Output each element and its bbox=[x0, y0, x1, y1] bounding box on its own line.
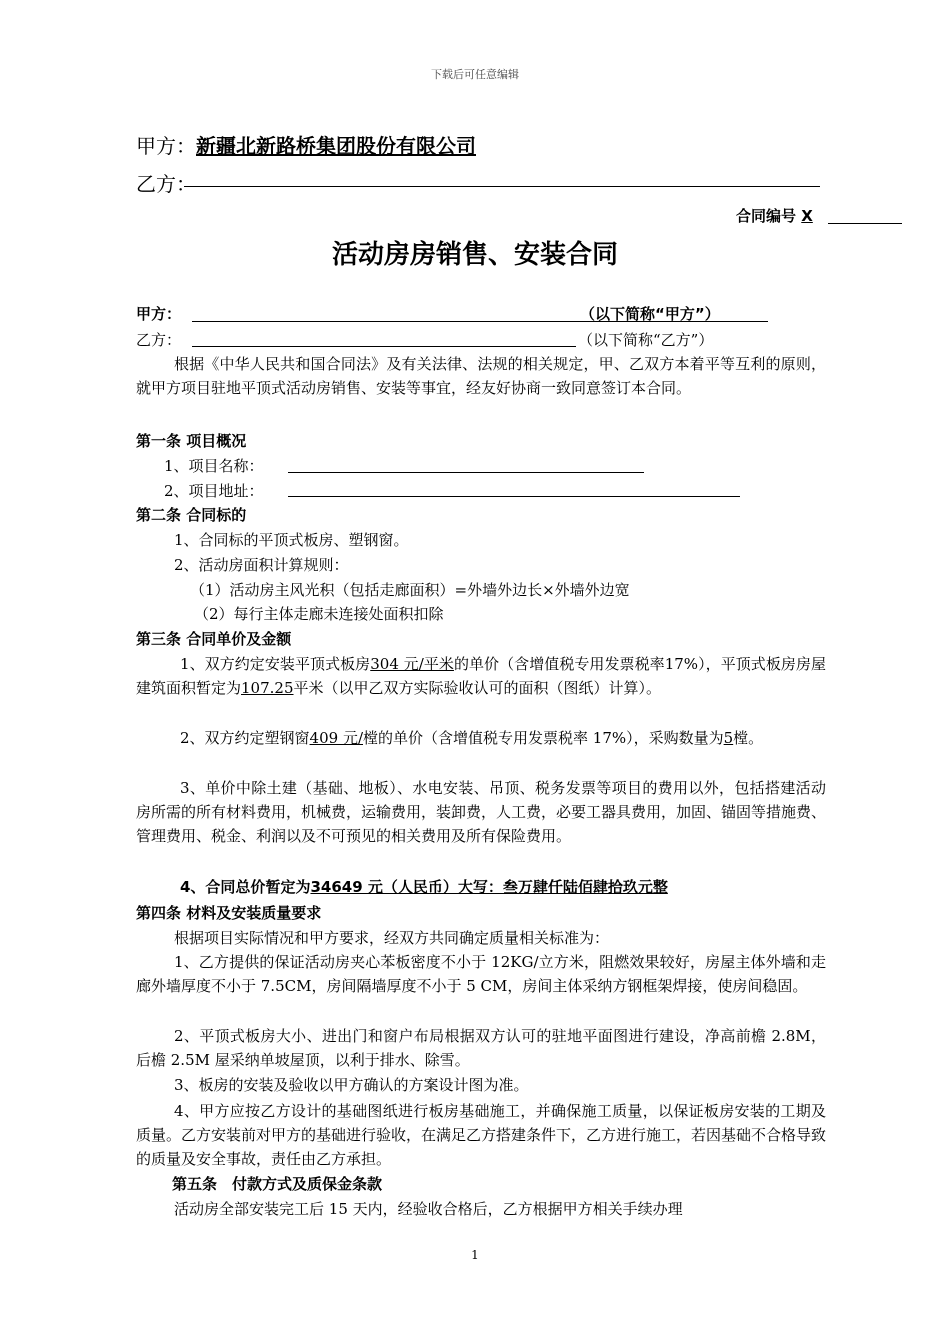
total-price-label: 4、合同总价暂定为 bbox=[180, 878, 311, 896]
project-address-blank[interactable] bbox=[288, 496, 740, 497]
article-2-sub-2: （2）每行主体走廊未连接处面积扣除 bbox=[194, 605, 444, 623]
window-quantity: 5 bbox=[723, 729, 734, 747]
page-header-note: 下载后可任意编辑 bbox=[431, 68, 519, 81]
article-4-para-3: 3、板房的安装及验收以甲方确认的方案设计图为准。 bbox=[174, 1076, 529, 1094]
board-house-unit-price: 304 元/平米 bbox=[370, 655, 454, 673]
article-2-item-1: 1、合同标的平顶式板房、塑钢窗。 bbox=[174, 531, 409, 549]
article-2-item-2: 2、活动房面积计算规则： bbox=[174, 556, 349, 574]
article-3-para-2-b: 樘的单价（含增值税专用发票税率 17%），采购数量为 bbox=[363, 729, 724, 747]
window-unit-price: 409 元/ bbox=[309, 729, 363, 747]
board-house-area: 107.25 bbox=[241, 679, 294, 697]
intro-paragraph: 根据《中华人民共和国合同法》及有关法律、法规的相关规定，甲、乙双方本着平等互利的原则，就甲方项目驻地平顶式活动房销售、安装等事宜，经友好协商一致同意签订本合同。 bbox=[136, 355, 826, 397]
contract-number-value: X bbox=[801, 207, 813, 225]
document-title: 活动房房销售、安装合同 bbox=[331, 240, 618, 270]
article-4-heading: 第四条 材料及安装质量要求 bbox=[136, 904, 322, 922]
article-3-para-1-a: 1、双方约定安装平顶式板房 bbox=[180, 655, 371, 673]
contract-number-blank[interactable] bbox=[828, 223, 902, 224]
article-4-para-2: 2、平顶式板房大小、进出门和窗户布局根据双方认可的驻地平面图进行建设，净高前檐 2.8M，后檐 2.5M 屋采纳单坡屋顶，以利于排水、除雪。 bbox=[136, 1027, 826, 1069]
article-3-para-4 bbox=[180, 876, 668, 897]
project-name-label: 1、项目名称： bbox=[164, 457, 264, 475]
article-3-para-2 bbox=[136, 726, 826, 750]
party-a-note: （以下简称“甲方”） bbox=[580, 305, 720, 323]
article-4-para-4: 4、甲方应按乙方设计的基础图纸进行板房基础施工，并确保施工质量，以保证板房安装的工期及质量。乙方安装前对甲方的基础进行验收，在满足乙方搭建条件下，乙方进行施工，若因基础不合格导致的质量及安全事故，责任由乙方承担。 bbox=[136, 1102, 827, 1168]
article-3-para-1-c: 平米（以甲乙双方实际验收认可的面积（图纸）计算）。 bbox=[293, 679, 662, 697]
project-address-label: 2、项目地址： bbox=[164, 482, 264, 500]
contract-number-label: 合同编号 bbox=[736, 207, 797, 225]
contract-number bbox=[736, 205, 813, 226]
article-1-heading: 第一条 项目概况 bbox=[136, 432, 247, 450]
article-5-heading: 第五条 付款方式及质保金条款 bbox=[172, 1175, 383, 1193]
party-b-note: （以下简称“乙方”） bbox=[578, 331, 714, 349]
article-3-para-2-c: 樘。 bbox=[733, 729, 764, 747]
article-3-para-1 bbox=[136, 652, 826, 700]
article-4-intro: 根据项目实际情况和甲方要求，经双方共同确定质量相关标准为： bbox=[174, 929, 610, 947]
cover-party-a-label: 甲方： bbox=[136, 134, 196, 158]
article-3-para-1-b: 的单价（含增值税专用发票税率17%），平顶式板房房屋建筑面积暂定为 bbox=[136, 655, 827, 697]
cover-party-b-blank[interactable] bbox=[184, 186, 820, 187]
cover-party-b-label: 乙方： bbox=[136, 172, 196, 196]
party-b-blank[interactable] bbox=[192, 346, 576, 347]
article-2-heading: 第二条 合同标的 bbox=[136, 506, 247, 524]
article-4-para-1: 1、乙方提供的保证活动房夹心苯板密度不小于 12KG/立方米，阻燃效果较好，房屋主体外墙和走廊外墙厚度不小于 7.5CM，房间隔墙厚度不小于 5 CM，房间主体采纳方钢框架焊接，使房间稳固。 bbox=[136, 953, 826, 995]
total-price-value: 34649 元（人民币）大写：叁万肆仟陆佰肆拾玖元整 bbox=[310, 878, 668, 896]
cover-party-a-name: 新疆北新路桥集团股份有限公司 bbox=[196, 134, 476, 158]
article-3-para-3: 3、单价中除土建（基础、地板）、水电安装、吊顶、税务发票等项目的费用以外，包括搭建活动房所需的所有材料费用，机械费，运输费用，装卸费，人工费，必要工器具费用，加固、锚固等措施费、管理费用、税金、利润以及不可预见的相关费用及所有保险费用。 bbox=[136, 779, 827, 845]
party-b-label: 乙方： bbox=[136, 331, 182, 349]
cover-party-a bbox=[136, 130, 476, 159]
article-2-sub-1: （1）活动房主风光积（包括走廊面积）=外墙外边长×外墙外边宽 bbox=[190, 581, 630, 599]
project-name-blank[interactable] bbox=[288, 472, 644, 473]
article-3-heading: 第三条 合同单价及金额 bbox=[136, 630, 292, 648]
article-3-para-2-a: 2、双方约定塑钢窗 bbox=[180, 729, 310, 747]
article-5-para-1: 活动房全部安装完工后 15 天内，经验收合格后，乙方根据甲方相关手续办理 bbox=[174, 1200, 683, 1218]
page-number: 1 bbox=[471, 1248, 479, 1262]
party-a-label: 甲方： bbox=[136, 305, 182, 323]
